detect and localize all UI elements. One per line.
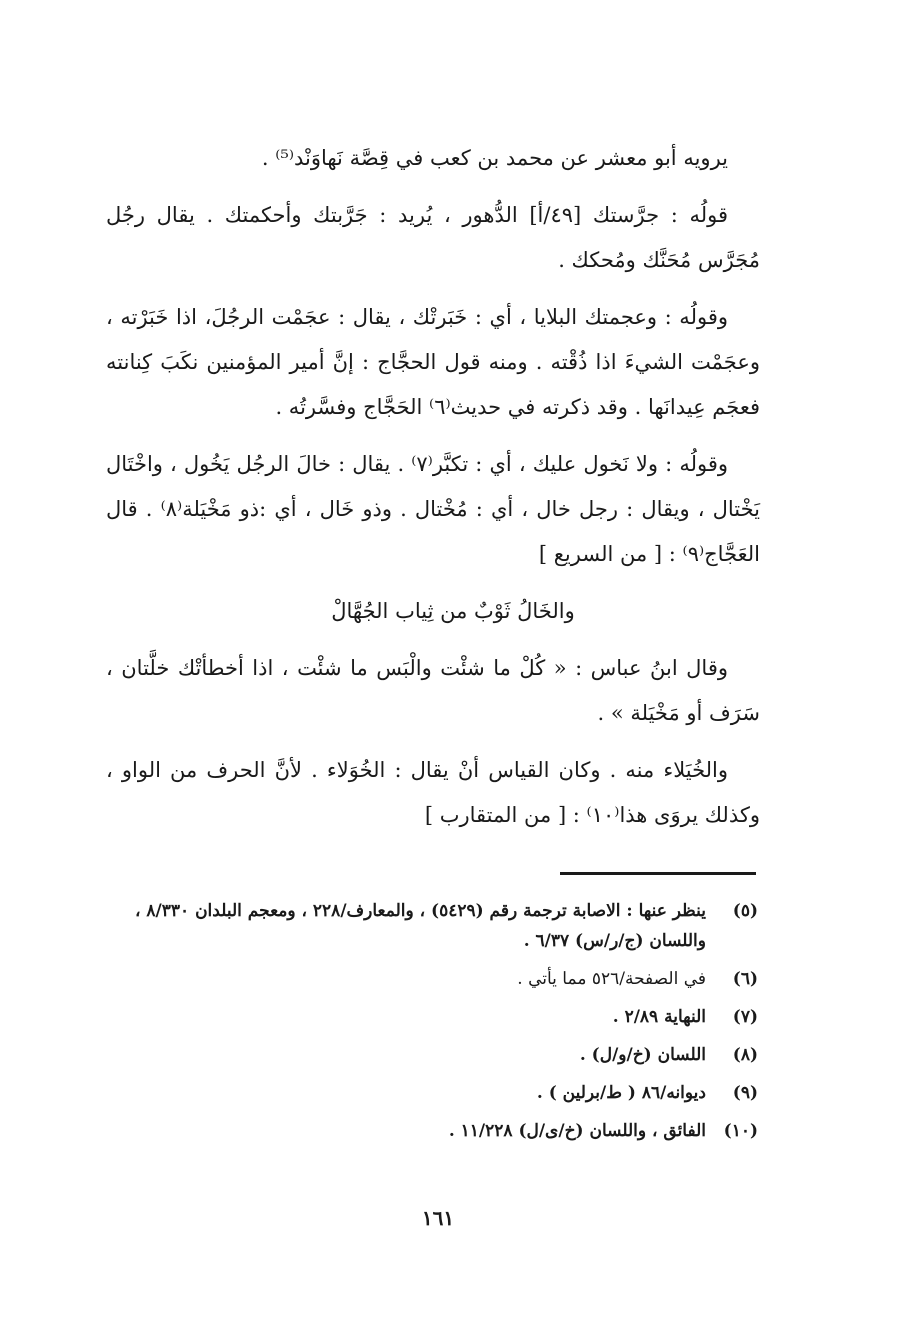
footnote-text: النهاية ٢/٨٩ . bbox=[612, 1007, 706, 1027]
footnote-number: (٨) bbox=[732, 1045, 758, 1065]
footnote-number: (٧) bbox=[732, 1007, 758, 1027]
footnote-8 bbox=[108, 1040, 758, 1070]
paragraph-1: يرويه أبو معشر عن محمد بن كعب في قِصَّة نَهاوَنْد⁽⁵⁾ . bbox=[261, 146, 728, 170]
page-number: ١٦١ bbox=[421, 1206, 455, 1230]
footnote-number: (٥) bbox=[732, 901, 758, 921]
footnote-text: الفائق ، واللسان (خ/ى/ل) ١١/٢٢٨ . bbox=[448, 1121, 706, 1141]
footnotes bbox=[108, 896, 758, 1154]
footnote-number: (٩) bbox=[732, 1083, 758, 1103]
verse-line: والخَالُ ثَوْبٌ من ثِياب الجُهَّالْ bbox=[331, 599, 575, 623]
footnote-7 bbox=[108, 1002, 758, 1032]
footnote-10 bbox=[108, 1116, 758, 1146]
footnote-text: ينظر عنها : الاصابة ترجمة رقم (٥٤٢٩) ، والمعارف/٢٢٨ ، ومعجم البلدان ٨/٣٣٠ ، واللسان (ج/ر/س) ٦/٣٧ . bbox=[135, 901, 706, 951]
footnote-number: (١٠) bbox=[723, 1121, 758, 1141]
footnote-text: ديوانه/٨٦ ( ط/برلين ) . bbox=[536, 1083, 706, 1103]
footnote-text: في الصفحة/٥٢٦ مما يأتي . bbox=[517, 969, 706, 989]
paragraph-3: وقولُه : وعجمتك البلايا ، أي : خَبَرتْك ، يقال : عجَمْت الرجُلَ، اذا خَبَرْته ، وعجَمْت الشيءَ اذا ذُقْته . ومنه قول الحجَّاج : إنَّ أمير المؤمنين نكَبَ كِنانته فعجَم عِيدانَها . وقد ذكرته في حديث⁽٦⁾ الحَجَّاج وفسَّرتُه . bbox=[106, 305, 760, 419]
main-text bbox=[106, 136, 760, 850]
paragraph-2: قولُه : جرَّستك [٤٩/أ] الدُّهور ، يُريد : جَرَّبتك وأحكمتك . يقال رجُل مُجَرَّس مُحَنَّك ومُحكك . bbox=[106, 203, 760, 272]
footnote-separator bbox=[560, 872, 756, 875]
footnote-text: اللسان (خ/و/ل) . bbox=[579, 1045, 706, 1065]
paragraph-6: والخُيَلاء منه . وكان القياس أنْ يقال : الخُوَلاء . لأنَّ الحرف من الواو ، وكذلك يروَى هذا⁽١٠⁾ : [ من المتقارب ] bbox=[106, 758, 760, 827]
paragraph-5: وقال ابنُ عباس : « كُلْ ما شئْت والْبَس ما شئْت ، اذا أخطأتْك خلَّتان ، سَرَف أو مَخْيَلة » . bbox=[106, 656, 760, 725]
paragraph-4: وقولُه : ولا نَخول عليك ، أي : تكبَّر⁽٧⁾ . يقال : خالَ الرجُل يَخُول ، واخْتَال يَخْتال ، ويقال : رجل خال ، أي : مُخْتال . وذو خَال ، أي :ذو مَخْيَلة⁽٨⁾ . قال العَجَّاج⁽٩⁾ : [ من السريع ] bbox=[106, 452, 760, 566]
footnote-9 bbox=[108, 1078, 758, 1108]
footnote-5 bbox=[108, 896, 758, 956]
footnote-number: (٦) bbox=[732, 969, 758, 989]
footnote-6 bbox=[108, 964, 758, 994]
